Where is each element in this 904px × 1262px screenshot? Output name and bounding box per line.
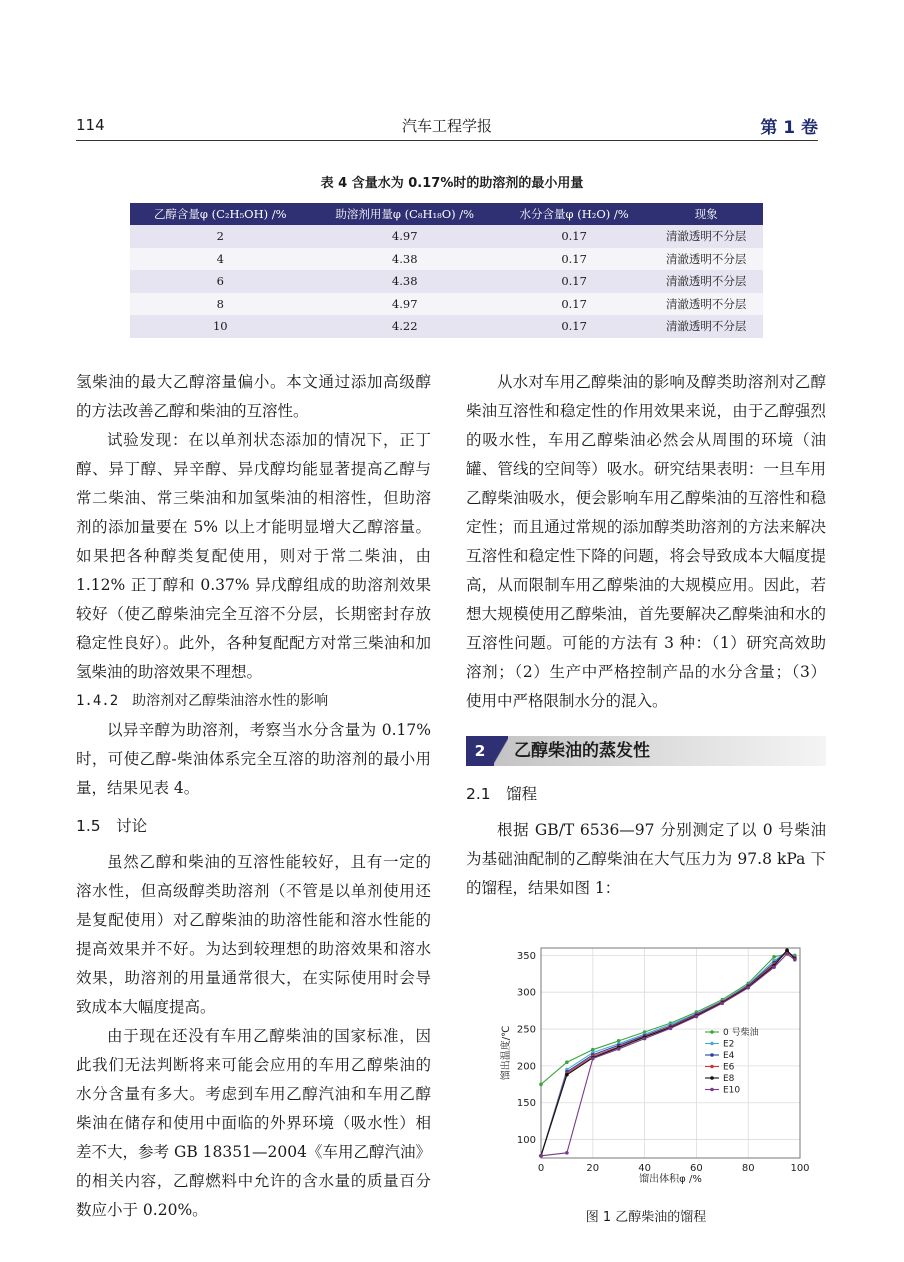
paragraph: 试验发现：在以单剂状态添加的情况下，正丁醇、异丁醇、异辛醇、异戊醇均能显著提高乙醇与常二柴油、常三柴油和加氢柴油的相溶性，但助溶剂的添加量要在 5% 以上才能明显增大乙醇溶量。如果把各种醇类复配使用，则对于常二柴油，由 1.12% 正丁醇和 0.37% 异戊醇组成的助溶剂效果较好（使乙醇柴油完全互溶不分层，长期密封存放稳定性良好）。此外，各种复配配方对常三柴油和加氢柴油的助溶效果不理想。 xyxy=(76,431,431,681)
legend-marker xyxy=(710,1053,714,1057)
table-cell: 0.17 xyxy=(499,293,649,316)
paragraph: 氢柴油的最大乙醇溶量偏小。本文通过添加高级醇的方法改善乙醇和柴油的互溶性。 xyxy=(76,373,431,420)
running-header xyxy=(76,112,818,141)
paragraph: 从水对车用乙醇柴油的影响及醇类助溶剂对乙醇柴油互溶性和稳定性的作用效果来说，由于乙醇强烈的吸水性，车用乙醇柴油必然会从周围的环境（油罐、管线的空间等）吸水。研究结果表明：一旦车用乙醇柴油吸水，便会影响车用乙醇柴油的互溶性和稳定性；而且通过常规的添加醇类助溶剂的方法来解决互溶性和稳定性下降的问题，将会导致成本大幅度提高，从而限制车用乙醇柴油的大规模应用。因此，若想大规模使用乙醇柴油，首先要解决乙醇柴油和水的互溶性问题。可能的方法有 3 种：（1）研究高效助溶剂；（2）生产中严格控制产品的水分含量；（3）使用中严格限制水分的混入。 xyxy=(466,373,826,710)
subsection-heading-1-4-2: 1.4.2 助溶剂对乙醇柴油溶水性的影响 xyxy=(76,693,329,709)
y-tick-label: 100 xyxy=(516,1135,536,1147)
y-tick-label: 300 xyxy=(516,987,536,999)
legend-marker xyxy=(710,1088,714,1092)
data-point xyxy=(772,955,776,959)
data-point xyxy=(785,948,789,952)
legend-entry: E4 xyxy=(723,1051,735,1062)
table-row xyxy=(130,293,763,316)
section-heading-1-5: 1.5 讨论 xyxy=(76,817,148,835)
data-point xyxy=(721,1001,725,1005)
y-tick-label: 200 xyxy=(516,1061,536,1073)
y-axis-label: 馏出温度/℃ xyxy=(501,1025,512,1081)
table-cell: 6 xyxy=(130,270,311,293)
chart-series-group xyxy=(539,948,796,1157)
legend-marker xyxy=(710,1042,714,1046)
table-cell: 8 xyxy=(130,293,311,316)
table-cell: 0.17 xyxy=(499,315,649,338)
data-point xyxy=(565,1060,569,1064)
paragraph: 由于现在还没有车用乙醇柴油的国家标准，因此我们无法判断将来可能会应用的车用乙醇柴油的水分含量有多大。考虑到车用乙醇汽油和车用乙醇柴油在储存和使用中面临的外界环境（吸水性）相差不大，参考 GB 18351—2004《车用乙醇汽油》的相关内容，乙醇燃料中允许的含水量的质量百分数应小于 0.20%。 xyxy=(76,1027,431,1219)
right-column xyxy=(466,368,826,903)
data-point xyxy=(539,1083,543,1087)
x-axis-label: 馏出体积φ /% xyxy=(639,1174,702,1185)
section-title: 乙醇柴油的蒸发性 xyxy=(514,741,650,761)
series-line xyxy=(541,952,795,1155)
legend-marker xyxy=(710,1030,714,1034)
table-row xyxy=(130,270,763,293)
journal-name: 汽车工程学报 xyxy=(401,117,492,135)
data-point xyxy=(772,965,776,969)
table-cell: 清澈透明不分层 xyxy=(649,248,763,271)
x-tick-label: 60 xyxy=(690,1163,703,1174)
section-banner xyxy=(466,736,826,766)
section-number: 2 xyxy=(466,736,494,766)
data-point xyxy=(617,1047,621,1051)
table-cell: 4.97 xyxy=(311,293,499,316)
y-tick-label: 150 xyxy=(516,1098,536,1110)
chart-axes xyxy=(517,948,810,1174)
table-cell: 0.17 xyxy=(499,225,649,248)
volume-label: 第 1 卷 xyxy=(760,118,818,138)
legend-entry: E2 xyxy=(723,1039,735,1050)
legend-entry: E6 xyxy=(723,1062,735,1073)
table-cell: 清澈透明不分层 xyxy=(649,315,763,338)
table-4 xyxy=(130,203,763,338)
y-tick-label: 350 xyxy=(516,950,536,962)
table-cell: 清澈透明不分层 xyxy=(649,293,763,316)
paragraph: 以异辛醇为助溶剂，考察当水分含量为 0.17% 时，可使乙醇-柴油体系完全互溶的助溶剂的最小用量，结果见表 4。 xyxy=(76,721,431,797)
paragraph: 根据 GB/T 6536—97 分别测定了以 0 号柴油为基础油配制的乙醇柴油在大气压力为 97.8 kPa 下的馏程，结果如图 1： xyxy=(466,821,826,897)
x-tick-label: 80 xyxy=(741,1163,755,1174)
data-point xyxy=(695,1015,699,1019)
data-point xyxy=(539,1154,543,1158)
distillation-chart xyxy=(495,940,825,1195)
table-cell: 0.17 xyxy=(499,270,649,293)
legend-entry: E10 xyxy=(723,1085,741,1096)
table-cell: 10 xyxy=(130,315,311,338)
legend-marker xyxy=(710,1065,714,1069)
x-tick-label: 20 xyxy=(586,1163,600,1174)
data-point xyxy=(565,1151,569,1155)
table-header-row xyxy=(130,203,763,225)
table-caption: 表 4 含量水为 0.17%时的助溶剂的最小用量 xyxy=(320,176,584,191)
col-ethanol: 乙醇含量φ (C₂H₅OH) /% xyxy=(130,203,311,225)
table-cell: 清澈透明不分层 xyxy=(649,270,763,293)
chart-grid xyxy=(541,948,800,1158)
data-point xyxy=(785,952,789,956)
plot-frame xyxy=(541,948,800,1158)
page-number: 114 xyxy=(76,116,105,134)
data-point xyxy=(591,1057,595,1061)
col-phenomenon: 现象 xyxy=(649,203,763,225)
col-cosolvent: 助溶剂用量φ (C₈H₁₈O) /% xyxy=(311,203,499,225)
x-tick-label: 0 xyxy=(537,1163,545,1174)
table-cell: 4.97 xyxy=(311,225,499,248)
left-column xyxy=(76,368,431,1225)
banner-slant-decoration xyxy=(494,736,508,766)
figure-caption: 图 1 乙醇柴油的馏程 xyxy=(585,1210,707,1225)
x-tick-label: 100 xyxy=(790,1163,810,1174)
data-point xyxy=(793,958,797,962)
table-cell: 0.17 xyxy=(499,248,649,271)
chart-legend xyxy=(705,1026,759,1096)
table-cell: 4.38 xyxy=(311,248,499,271)
table-row xyxy=(130,248,763,271)
table-cell: 清澈透明不分层 xyxy=(649,225,763,248)
table-cell: 2 xyxy=(130,225,311,248)
data-point xyxy=(669,1027,673,1031)
section-heading-2-1: 2.1 馏程 xyxy=(466,785,538,803)
table-row xyxy=(130,315,763,338)
col-water: 水分含量φ (H₂O) /% xyxy=(499,203,649,225)
y-tick-label: 250 xyxy=(516,1024,536,1036)
data-point xyxy=(746,986,750,990)
data-point xyxy=(565,1073,569,1077)
series-line xyxy=(541,954,795,1156)
series-line xyxy=(541,952,795,1156)
legend-marker xyxy=(710,1076,714,1080)
table-cell: 4.22 xyxy=(311,315,499,338)
table-cell: 4 xyxy=(130,248,311,271)
data-point xyxy=(643,1037,647,1041)
legend-entry: 0 号柴油 xyxy=(723,1028,759,1039)
table-cell: 4.38 xyxy=(311,270,499,293)
paragraph: 虽然乙醇和柴油的互溶性能较好，且有一定的溶水性，但高级醇类助溶剂（不管是以单剂使用还是复配使用）对乙醇柴油的助溶性能和溶水性能的提高效果并不好。为达到较理想的助溶效果和溶水效果，助溶剂的用量通常很大，在实际使用时会导致成本大幅度提高。 xyxy=(76,853,431,1016)
table-row xyxy=(130,225,763,248)
x-tick-label: 40 xyxy=(638,1163,651,1174)
legend-entry: E8 xyxy=(723,1074,735,1085)
